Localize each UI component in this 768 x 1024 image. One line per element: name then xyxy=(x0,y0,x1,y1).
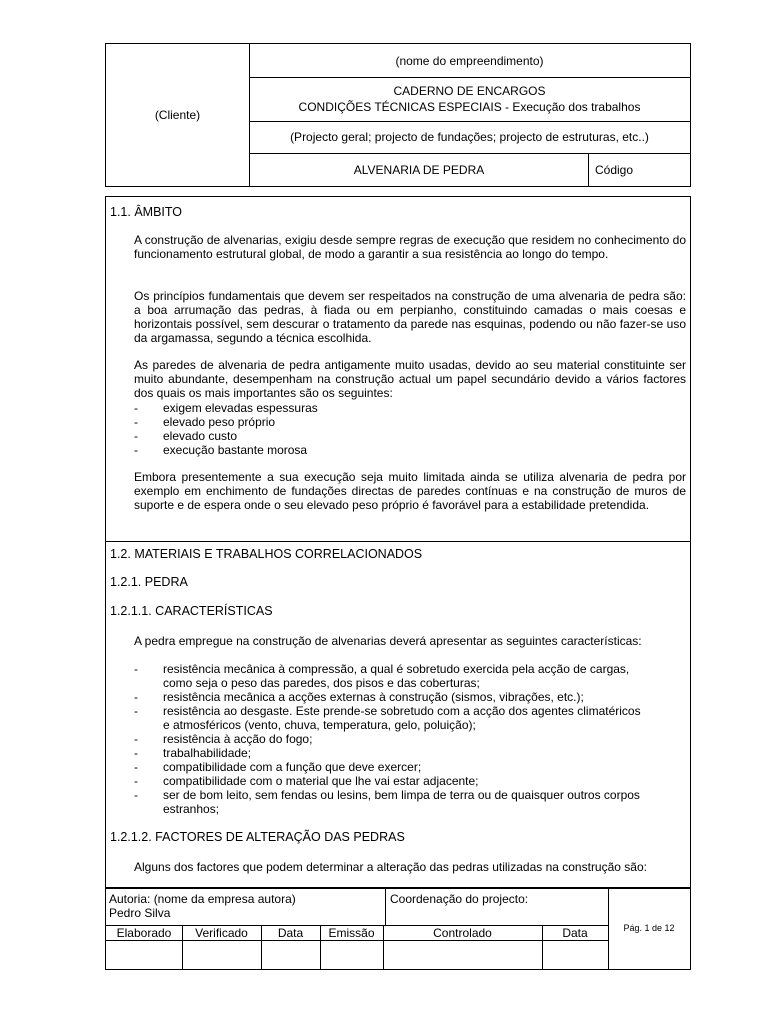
col-emissao: Emissão xyxy=(328,926,375,940)
client-cell xyxy=(106,44,250,186)
coordination-label: Coordenação do projecto: xyxy=(390,892,529,906)
code-label: Código xyxy=(588,153,633,186)
list-item: - resistência à acção do fogo; xyxy=(134,732,313,746)
subsection-heading-pedra: 1.2.1. PEDRA xyxy=(110,575,188,589)
author-label: Autoria: (nome da empresa autora) xyxy=(109,892,296,906)
col-data-2: Data xyxy=(562,926,588,940)
list-item: - compatibilidade com a função que deve exercer; xyxy=(134,760,422,774)
doc-subtitle: CONDIÇÕES TÉCNICAS ESPECIAIS - Execução dos trabalhos xyxy=(298,100,641,114)
col-controlado: Controlado xyxy=(433,926,492,940)
topic-title: ALVENARIA DE PEDRA xyxy=(353,162,485,177)
list-item: - exigem elevadas espessuras xyxy=(134,401,318,415)
project-name-row xyxy=(249,44,690,78)
subsection-heading-factores: 1.2.1.2. FACTORES DE ALTERAÇÃO DAS PEDRAS xyxy=(110,830,405,844)
paragraph-5: Alguns dos factores que podem determinar a alteração das pedras utilizadas na construção são: xyxy=(134,860,647,874)
list-item: - elevado custo xyxy=(134,429,238,443)
doc-title-row xyxy=(249,77,690,122)
list-item-continuation: estranhos; xyxy=(163,802,220,816)
page-number: Pág. 1 de 12 xyxy=(623,923,675,933)
list-item: - elevado peso próprio xyxy=(134,415,276,429)
paragraph-4: Embora presentemente a sua execução seja muito limitada ainda se utiliza alvenaria de pedra por exemplo em enchimento de fundações directas de paredes contínuas e na construção de muros de suporte e de espera onde o seu elevado peso próprio é favorável para a estabilidade pretendida. xyxy=(134,470,686,512)
client-label: (Cliente) xyxy=(154,108,201,122)
col-data: Data xyxy=(277,926,304,940)
section-heading-materiais: 1.2. MATERIAIS E TRABALHOS CORRELACIONADOS xyxy=(110,547,423,561)
col-verificado: Verificado xyxy=(195,926,248,940)
characteristics-intro: A pedra empregue na construção de alvenarias deverá apresentar as seguintes características: xyxy=(134,634,642,648)
list-item: - ser de bom leito, sem fendas ou lesins, bem limpa de terra ou de quaisquer outros corpos xyxy=(134,788,640,802)
paragraph-2: Os princípios fundamentais que devem ser respeitados na construção de uma alvenaria de pedra são: a boa arrumação das pedras, à fiada ou em perpianho, constituindo camadas o mais coesas e horizontais possível, sem descurar o tratamento da parede nas esquinas, podendo ou não fazer-se uso da argamassa, segundo a técnica escolhida. xyxy=(134,289,686,345)
list-item: - resistência ao desgaste. Este prende-se sobretudo com a acção dos agentes climatéricos xyxy=(134,704,641,718)
author-name: Pedro Silva xyxy=(109,906,171,920)
author-cell xyxy=(109,892,296,920)
document-footer xyxy=(105,888,691,970)
project-name: (nome do empreendimento) xyxy=(395,53,544,68)
list-item: - resistência mecânica a acções externas à construção (sismos, vibrações, etc.); xyxy=(134,690,584,704)
list-item: - execução bastante morosa xyxy=(134,443,308,457)
list-item: - compatibilidade com o material que lhe vai estar adjacente; xyxy=(134,774,479,788)
subsection-heading-caracteristicas: 1.2.1.1. CARACTERÍSTICAS xyxy=(110,604,273,618)
section-heading-ambito: 1.1. ÂMBITO xyxy=(110,205,183,219)
list-item: - resistência mecânica à compressão, a qual é sobretudo exercida pela acção de cargas, xyxy=(134,662,630,676)
doc-title: CADERNO DE ENCARGOS xyxy=(393,84,546,98)
projects-list: (Projecto geral; projecto de fundações; projecto de estruturas, etc..) xyxy=(290,130,649,144)
document-header xyxy=(105,43,691,187)
list-item-continuation: como seja o peso das paredes, dos pisos e das coberturas; xyxy=(163,676,480,690)
topic-row xyxy=(249,153,690,186)
list-item: - trabalhabilidade; xyxy=(134,746,252,760)
paragraph-1: A construção de alvenarias, exigiu desde sempre regras de execução que residem no conhecimento do funcionamento estrutural global, de modo a garantir a sua resistência ao longo do tempo. xyxy=(134,233,686,261)
col-elaborado: Elaborado xyxy=(116,926,172,940)
list-item-continuation: e atmosféricos (vento, chuva, temperatura, gelo, poluição); xyxy=(163,718,476,732)
paragraph-3: As paredes de alvenaria de pedra antigamente muito usadas, devido ao seu material constituinte ser muito abundante, desempenham na construção actual um papel secundário devido a vários factores dos quais os mais importantes são os seguintes: xyxy=(134,358,686,400)
section-divider xyxy=(105,541,691,542)
projects-row xyxy=(249,121,690,154)
